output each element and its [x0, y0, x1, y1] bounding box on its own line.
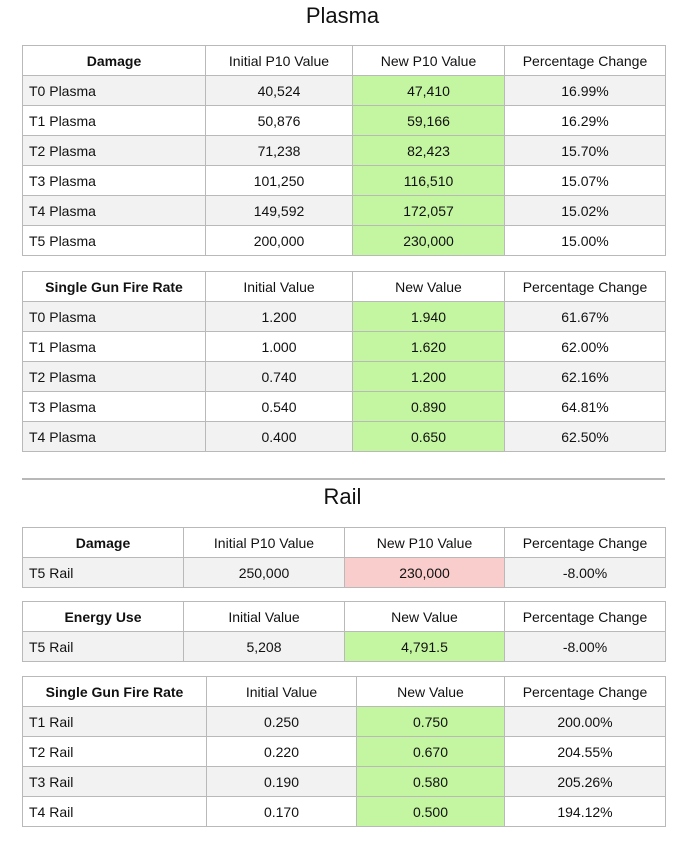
new-value-cell: 116,510	[353, 166, 505, 196]
percent-change-cell: -8.00%	[505, 632, 666, 662]
percent-change-cell: 15.07%	[505, 166, 666, 196]
new-value-cell: 0.500	[357, 797, 505, 827]
initial-value-cell: 0.740	[206, 362, 353, 392]
table-row	[23, 332, 666, 362]
new-value-cell: 1.940	[353, 302, 505, 332]
initial-value-cell: 50,876	[206, 106, 353, 136]
initial-value-cell: 40,524	[206, 76, 353, 106]
column-header-energy-use: Energy Use	[23, 602, 184, 632]
row-label: T1 Plasma	[23, 106, 206, 136]
percent-change-cell: 15.02%	[505, 196, 666, 226]
percent-change-cell: 204.55%	[505, 737, 666, 767]
table-row	[23, 767, 666, 797]
initial-value-cell: 5,208	[184, 632, 345, 662]
column-header-damage: Damage	[23, 46, 206, 76]
column-header-change: Percentage Change	[505, 272, 666, 302]
table-row	[23, 422, 666, 452]
percent-change-cell: 15.70%	[505, 136, 666, 166]
table-row	[23, 166, 666, 196]
new-value-cell: 4,791.5	[345, 632, 505, 662]
rail-section-title: Rail	[323, 484, 362, 509]
percent-change-cell: 62.16%	[505, 362, 666, 392]
percent-change-cell: 64.81%	[505, 392, 666, 422]
plasma-section-title: Plasma	[305, 3, 380, 28]
initial-value-cell: 200,000	[206, 226, 353, 256]
column-header-new: New Value	[353, 272, 505, 302]
column-header-new: New Value	[345, 602, 505, 632]
table-row	[23, 196, 666, 226]
row-label: T3 Rail	[23, 767, 207, 797]
table-row	[23, 302, 666, 332]
table-row	[23, 362, 666, 392]
column-header-initial: Initial Value	[184, 602, 345, 632]
initial-value-cell: 1.000	[206, 332, 353, 362]
initial-value-cell: 0.400	[206, 422, 353, 452]
initial-value-cell: 0.250	[207, 707, 357, 737]
row-label: T4 Plasma	[23, 196, 206, 226]
percent-change-cell: 15.00%	[505, 226, 666, 256]
row-label: T2 Plasma	[23, 362, 206, 392]
table-row	[23, 136, 666, 166]
table-header-row	[23, 677, 666, 707]
column-header-new: New Value	[357, 677, 505, 707]
initial-value-cell: 0.540	[206, 392, 353, 422]
new-value-cell: 82,423	[353, 136, 505, 166]
table-row	[23, 106, 666, 136]
column-header-initial: Initial Value	[206, 272, 353, 302]
row-label: T5 Rail	[23, 558, 184, 588]
new-value-cell: 0.670	[357, 737, 505, 767]
new-value-cell: 0.580	[357, 767, 505, 797]
table-row	[23, 226, 666, 256]
table-header-row	[23, 272, 666, 302]
column-header-new: New P10 Value	[353, 46, 505, 76]
column-header-fire-rate: Single Gun Fire Rate	[23, 272, 206, 302]
table-header-row	[23, 602, 666, 632]
percent-change-cell: -8.00%	[505, 558, 666, 588]
table-row	[23, 392, 666, 422]
table-row	[23, 737, 666, 767]
column-header-change: Percentage Change	[505, 677, 666, 707]
percent-change-cell: 200.00%	[505, 707, 666, 737]
initial-value-cell: 1.200	[206, 302, 353, 332]
initial-value-cell: 0.190	[207, 767, 357, 797]
percent-change-cell: 16.99%	[505, 76, 666, 106]
new-value-cell: 0.890	[353, 392, 505, 422]
percent-change-cell: 61.67%	[505, 302, 666, 332]
column-header-change: Percentage Change	[505, 46, 666, 76]
row-label: T1 Plasma	[23, 332, 206, 362]
initial-value-cell: 149,592	[206, 196, 353, 226]
row-label: T5 Plasma	[23, 226, 206, 256]
table-row	[23, 707, 666, 737]
percent-change-cell: 16.29%	[505, 106, 666, 136]
new-value-cell: 0.750	[357, 707, 505, 737]
initial-value-cell: 250,000	[184, 558, 345, 588]
row-label: T4 Rail	[23, 797, 207, 827]
row-label: T2 Rail	[23, 737, 207, 767]
table-header-row	[23, 528, 666, 558]
new-value-cell: 172,057	[353, 196, 505, 226]
new-value-cell: 230,000	[345, 558, 505, 588]
initial-value-cell: 0.220	[207, 737, 357, 767]
column-header-initial: Initial Value	[207, 677, 357, 707]
row-label: T2 Plasma	[23, 136, 206, 166]
table-row	[23, 558, 666, 588]
row-label: T5 Rail	[23, 632, 184, 662]
column-header-new: New P10 Value	[345, 528, 505, 558]
table-row	[23, 797, 666, 827]
new-value-cell: 47,410	[353, 76, 505, 106]
percent-change-cell: 62.00%	[505, 332, 666, 362]
section-divider	[22, 478, 665, 480]
table-row	[23, 632, 666, 662]
row-label: T4 Plasma	[23, 422, 206, 452]
row-label: T3 Plasma	[23, 166, 206, 196]
percent-change-cell: 62.50%	[505, 422, 666, 452]
row-label: T0 Plasma	[23, 76, 206, 106]
row-label: T0 Plasma	[23, 302, 206, 332]
rail-fire-rate-table	[22, 676, 666, 827]
initial-value-cell: 71,238	[206, 136, 353, 166]
plasma-fire-rate-table	[22, 271, 666, 452]
new-value-cell: 1.620	[353, 332, 505, 362]
new-value-cell: 1.200	[353, 362, 505, 392]
new-value-cell: 59,166	[353, 106, 505, 136]
initial-value-cell: 101,250	[206, 166, 353, 196]
row-label: T3 Plasma	[23, 392, 206, 422]
initial-value-cell: 0.170	[207, 797, 357, 827]
table-row	[23, 76, 666, 106]
new-value-cell: 230,000	[353, 226, 505, 256]
column-header-change: Percentage Change	[505, 528, 666, 558]
column-header-initial: Initial P10 Value	[206, 46, 353, 76]
percent-change-cell: 205.26%	[505, 767, 666, 797]
rail-damage-table	[22, 527, 666, 588]
percent-change-cell: 194.12%	[505, 797, 666, 827]
plasma-damage-table	[22, 45, 666, 256]
column-header-change: Percentage Change	[505, 602, 666, 632]
column-header-damage: Damage	[23, 528, 184, 558]
table-header-row	[23, 46, 666, 76]
new-value-cell: 0.650	[353, 422, 505, 452]
column-header-fire-rate: Single Gun Fire Rate	[23, 677, 207, 707]
rail-energy-table	[22, 601, 666, 662]
row-label: T1 Rail	[23, 707, 207, 737]
column-header-initial: Initial P10 Value	[184, 528, 345, 558]
